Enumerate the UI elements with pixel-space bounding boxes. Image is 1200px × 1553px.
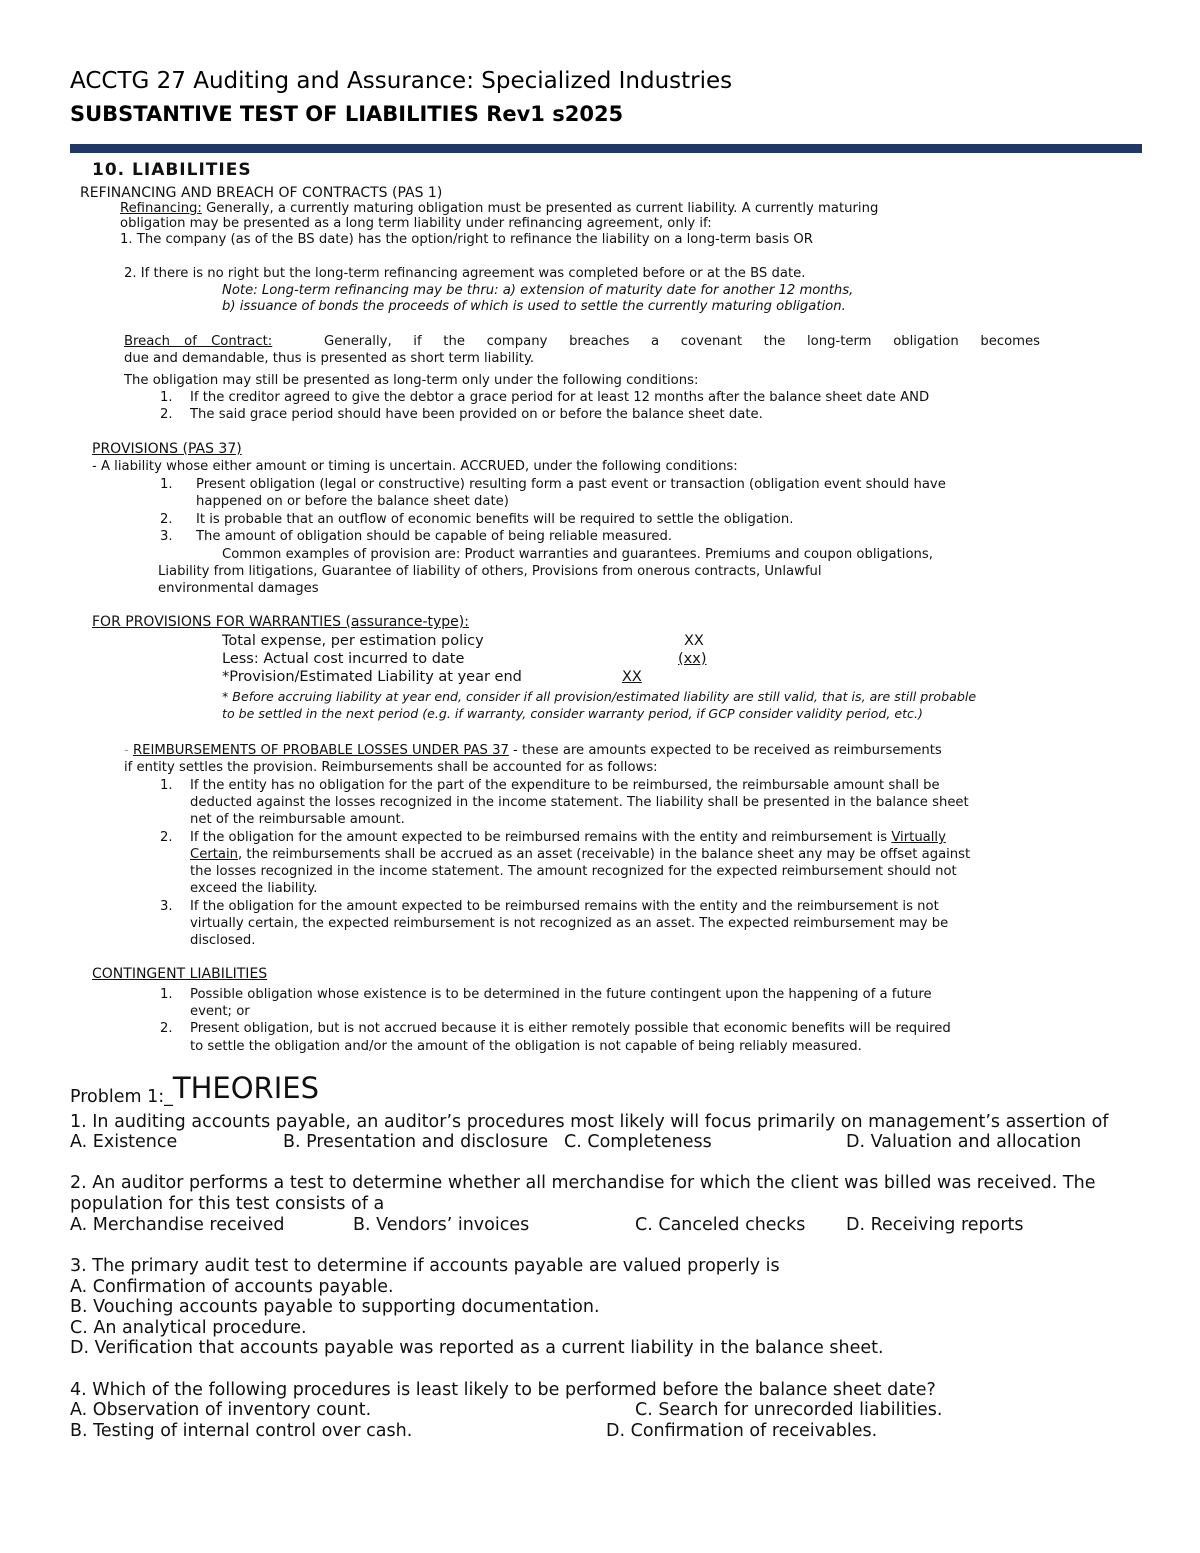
q2-option-c: C. Canceled checks	[635, 1215, 806, 1235]
problem-title: THEORIES	[172, 1071, 319, 1105]
q1-option-b: B. Presentation and disclosure	[283, 1132, 549, 1152]
breach-item-1: If the creditor agreed to give the debtor a grace period for at least 12 months after the balance sheet date AND	[190, 390, 930, 405]
warranty-row-1-value: XX	[684, 633, 704, 649]
contingent-item-1b: event; or	[190, 1004, 250, 1019]
refinancing-item-2: 2. If there is no right but the long-term refinancing agreement was completed before or at the BS date.	[124, 266, 806, 281]
provisions-examples-3: environmental damages	[158, 581, 319, 596]
breach-num-1: 1.	[160, 390, 173, 405]
reimbursements-heading: REIMBURSEMENTS OF PROBABLE LOSSES UNDER PAS 37	[132, 743, 509, 758]
reimb-item-2a: If the obligation for the amount expected to be reimbursed remains with the entity and reimbursement is Virtually	[190, 830, 946, 845]
breach-label: Breach of Contract:	[124, 334, 273, 349]
page-title: SUBSTANTIVE TEST OF LIABILITIES Rev1 s2025	[70, 102, 624, 126]
reimb-item-1a: If the entity has no obligation for the part of the expenditure to be reimbursed, the reimbursable amount shall be	[190, 778, 940, 793]
q3-option-c: C. An analytical procedure.	[70, 1318, 307, 1338]
provisions-num-2: 2.	[160, 512, 173, 527]
q2-option-d: D. Receiving reports	[846, 1215, 1024, 1235]
q2-option-a: A. Merchandise received	[70, 1215, 285, 1235]
warranty-note-2: to be settled in the next period (e.g. if warranty, consider warranty period, if GCP consider validity period, etc.)	[222, 706, 923, 721]
contingent-item-2a: Present obligation, but is not accrued because it is either remotely possible that economic benefits will be required	[190, 1021, 951, 1036]
breach-line-3: The obligation may still be presented as long-term only under the following conditions:	[124, 373, 699, 388]
reimb-num-2: 2.	[160, 830, 173, 845]
contingent-item-1a: Possible obligation whose existence is to be determined in the future contingent upon the happening of a future	[190, 987, 932, 1002]
reimb-num-1: 1.	[160, 778, 173, 793]
q1-text: 1. In auditing accounts payable, an auditor’s procedures most likely will focus primarily on management’s assertion of	[70, 1112, 1109, 1132]
reimb-item-2d: exceed the liability.	[190, 881, 318, 896]
q4-option-d: D. Confirmation of receivables.	[606, 1421, 878, 1441]
warranty-row-3-value: XX	[622, 669, 642, 685]
warranty-row-3-label: *Provision/Estimated Liability at year end	[222, 669, 522, 685]
reimb-item-1b: deducted against the losses recognized in the income statement. The liability shall be presented in the balance sheet	[190, 795, 969, 810]
warranty-row-2-value: (xx)	[678, 651, 707, 667]
warranty-row-1-label: Total expense, per estimation policy	[222, 633, 484, 649]
q3-option-a: A. Confirmation of accounts payable.	[70, 1277, 394, 1297]
reimb-item-1c: net of the reimbursable amount.	[190, 812, 405, 827]
q4-option-a: A. Observation of inventory count.	[70, 1400, 372, 1420]
breach-line-2: due and demandable, thus is presented as short term liability.	[124, 351, 535, 366]
q1-option-c: C. Completeness	[564, 1132, 712, 1152]
provisions-heading: PROVISIONS (PAS 37)	[92, 441, 242, 457]
refinancing-note-2: b) issuance of bonds the proceeds of which is used to settle the currently maturing obligation.	[222, 299, 846, 314]
breach-line-1: Breach of Contract: Generally, if the company breaches a covenant the long-term obligation becomes	[124, 334, 1040, 349]
warranty-row-2-label: Less: Actual cost incurred to date	[222, 651, 465, 667]
provisions-num-1: 1.	[160, 477, 173, 492]
refinancing-note-1: Note: Long-term refinancing may be thru: a) extension of maturity date for another 12 months,	[222, 283, 854, 298]
refinancing-line-1: Refinancing: Generally, a currently maturing obligation must be presented as current liability. A currently maturing	[120, 201, 879, 216]
q1-option-a: A. Existence	[70, 1132, 178, 1152]
provisions-item-3: The amount of obligation should be capable of being reliable measured.	[196, 529, 673, 544]
breach-item-2: The said grace period should have been provided on or before the balance sheet date.	[190, 407, 763, 422]
provisions-item-1a: Present obligation (legal or constructive) resulting form a past event or transaction (obligation event should have	[196, 477, 946, 492]
warranty-note-1: * Before accruing liability at year end, consider if all provision/estimated liability are still valid, that is, are still probable	[222, 689, 977, 704]
contingent-heading: CONTINGENT LIABILITIES	[92, 966, 268, 982]
q2-text-1: 2. An auditor performs a test to determine whether all merchandise for which the client was billed was received. The	[70, 1173, 1096, 1193]
problem-label: Problem 1:_	[70, 1087, 173, 1107]
reimb-item-3c: disclosed.	[190, 933, 256, 948]
reimb-item-3b: virtually certain, the expected reimbursement is not recognized as an asset. The expected reimbursement may be	[190, 916, 949, 931]
q3-text: 3. The primary audit test to determine if accounts payable are valued properly is	[70, 1256, 780, 1276]
header-rule	[70, 144, 1142, 153]
refinancing-label: Refinancing:	[120, 201, 202, 216]
refinancing-line-2: obligation may be presented as a long term liability under refinancing agreement, only if:	[120, 216, 712, 231]
reimbursements-line-1: - REIMBURSEMENTS OF PROBABLE LOSSES UNDER PAS 37 - these are amounts expected to be received as reimbursements	[124, 743, 942, 758]
provisions-examples-1: Common examples of provision are: Product warranties and guarantees. Premiums and coupon obligations,	[222, 547, 933, 562]
reimb-item-2b: Certain, the reimbursements shall be accrued as an asset (receivable) in the balance sheet any may be offset against	[190, 847, 971, 862]
reimbursements-line-2: if entity settles the provision. Reimbursements shall be accounted for as follows:	[124, 760, 658, 775]
reimb-num-3: 3.	[160, 899, 173, 914]
provisions-item-1b: happened on or before the balance sheet date)	[196, 494, 509, 509]
problem-heading	[70, 1071, 319, 1107]
q2-option-b: B. Vendors’ invoices	[353, 1215, 530, 1235]
q2-text-2: population for this test consists of a	[70, 1194, 385, 1214]
q3-option-d: D. Verification that accounts payable was reported as a current liability in the balance sheet.	[70, 1338, 884, 1358]
refinancing-heading: REFINANCING AND BREACH OF CONTRACTS (PAS 1)	[80, 185, 443, 201]
contingent-item-2b: to settle the obligation and/or the amount of the obligation is not capable of being reliably measured.	[190, 1039, 862, 1054]
course-title: ACCTG 27 Auditing and Assurance: Specialized Industries	[70, 68, 733, 94]
q4-text: 4. Which of the following procedures is least likely to be performed before the balance sheet date?	[70, 1380, 936, 1400]
reimb-item-3a: If the obligation for the amount expected to be reimbursed remains with the entity and the reimbursement is not	[190, 899, 939, 914]
q1-option-d: D. Valuation and allocation	[846, 1132, 1082, 1152]
warranties-heading: FOR PROVISIONS FOR WARRANTIES (assurance-type):	[92, 614, 469, 630]
provisions-item-2: It is probable that an outflow of economic benefits will be required to settle the obligation.	[196, 512, 794, 527]
q4-option-b: B. Testing of internal control over cash.	[70, 1421, 413, 1441]
provisions-intro: - A liability whose either amount or timing is uncertain. ACCRUED, under the following conditions:	[92, 459, 738, 474]
provisions-num-3: 3.	[160, 529, 173, 544]
q3-option-b: B. Vouching accounts payable to supporting documentation.	[70, 1297, 600, 1317]
contingent-num-2: 2.	[160, 1021, 173, 1036]
reimb-item-2c: the losses recognized in the income statement. The amount recognized for the expected reimbursement should not	[190, 864, 957, 879]
provisions-examples-2: Liability from litigations, Guarantee of liability of others, Provisions from onerous contracts, Unlawful	[158, 564, 822, 579]
section-heading: 10. LIABILITIES	[92, 160, 252, 180]
contingent-num-1: 1.	[160, 987, 173, 1002]
refinancing-item-1: 1. The company (as of the BS date) has the option/right to refinance the liability on a long-term basis OR	[120, 232, 813, 247]
q4-option-c: C. Search for unrecorded liabilities.	[635, 1400, 943, 1420]
breach-num-2: 2.	[160, 407, 173, 422]
